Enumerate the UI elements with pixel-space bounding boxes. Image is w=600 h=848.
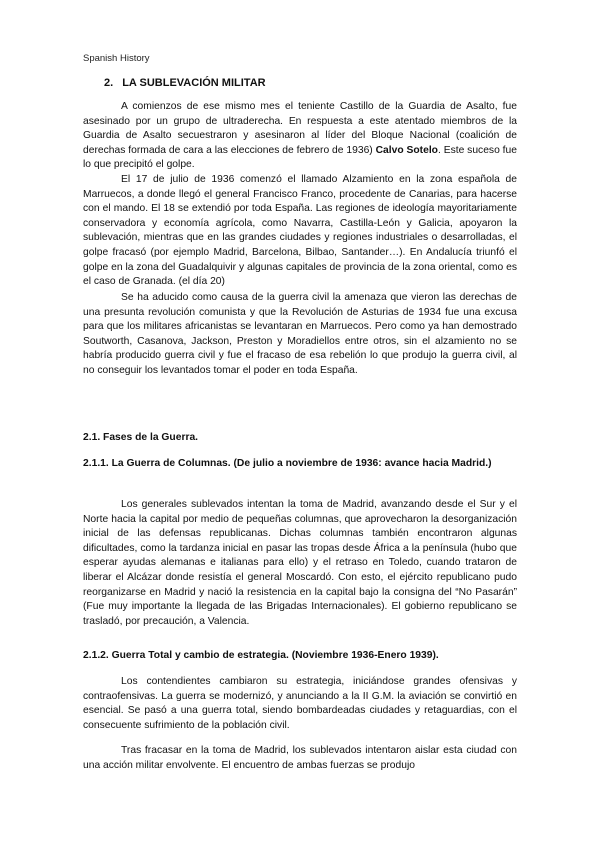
subsection-body [83,675,517,733]
subsection-body [83,498,517,629]
subsection-body-2 [83,744,517,773]
section-number: 2. [104,77,114,89]
subsection-heading: 2.1. Fases de la Guerra. [83,432,199,443]
running-header: Spanish History [83,53,150,64]
paragraph-text: . Este suceso fue lo que precipitó el golpe. [83,144,517,171]
paragraph: Tras fracasar en la toma de Madrid, los sublevados intentaron aislar esta ciudad con una acción militar envolvente. El encuentro de ambas fuerzas se produjo [83,745,517,771]
paragraph: Se ha aducido como causa de la guerra civil la amenaza que vieron las derechas de una presunta revolución comunista y que la Revolución de Asturias de 1934 fue una excusa para que los militares africanistas se levantaran en Marruecos. Pero como ya han demostrado Soutworth, Casanova, Jackson, Preston y Moradiellos entre otros, sin el alzamiento no se habría producido guerra civil y fue el fracaso de esa rebelión lo que produjo la guerra civil, al no conseguir los levantados tomar el poder en toda España. [83,292,517,376]
section-body [83,100,517,290]
paragraph [83,100,517,173]
section-body-2 [83,291,517,379]
subsection-heading: 2.1.1. La Guerra de Columnas. (De julio a noviembre de 1936: avance hacia Madrid.) [83,458,492,469]
bold-name: Calvo Sotelo [375,144,438,156]
paragraph-text: A comienzos de ese mismo mes el teniente Castillo de la Guardia de Asalto, fue asesinado por un grupo de ultraderecha. En respuesta a este atentado miembros de la Guardia de Asalto secuestraron y asesinaron al líder del Bloque Nacional (coalición de derechas formada de cara a las elecciones de febrero de 1936) [83,101,517,156]
subsection-heading: 2.1.2. Guerra Total y cambio de estrategia. (Noviembre 1936-Enero 1939). [83,650,439,661]
section-title: LA SUBLEVACIÓN MILITAR [122,77,266,89]
paragraph: Los generales sublevados intentan la toma de Madrid, avanzando desde el Sur y el Norte hacia la capital por medio de pequeñas columnas, que aprovecharon la desorganización inicial de las defensas republicanas. Dichas columnas también encontraron algunas dificultades, como la tardanza inicial en pasar las tropas desde África a la península (hubo que esperar ayudas alemanas e italianas para ello) y el retraso en Toledo, cuando trataron de liberar el Alcázar donde resistía el general Moscardó. Con esto, el ejército republicano pudo reorganizarse en Madrid y nació la resistencia en la capital bajo la consigna del “No Pasarán” (Fue muy importante la llegada de las Brigadas Internacionales). El gobierno republicano se trasladó, por precaución, a Valencia. [83,499,517,627]
paragraph: El 17 de julio de 1936 comenzó el llamado Alzamiento en la zona española de Marruecos, a donde llegó el general Francisco Franco, procedente de Canarias, para hacerse con el mando. El 18 se extendió por toda España. Las regiones de ideología mayoritariamente conservadora y economía agrícola, como Navarra, Castilla-León y Galicia, apoyaron la sublevación, mientras que en las grandes ciudades y regiones industriales o desarrolladas, el golpe fracasó (por ejemplo Madrid, Barcelona, Bilbao, Santander…). En Andalucía triunfó el golpe en la zona del Guadalquivir y algunas capitales de provincia de la zona oriental, como es el caso de Granada. (el día 20) [83,173,517,288]
section-heading [104,77,266,89]
paragraph: Los contendientes cambiaron su estrategia, iniciándose grandes ofensivas y contraofensivas. La guerra se modernizó, y anunciando a la II G.M. la aviación se convirtió en esencial. Se pasó a una guerra total, siendo bombardeadas ciudades y retaguardias, con el consecuente sufrimiento de la población civil. [83,676,517,731]
